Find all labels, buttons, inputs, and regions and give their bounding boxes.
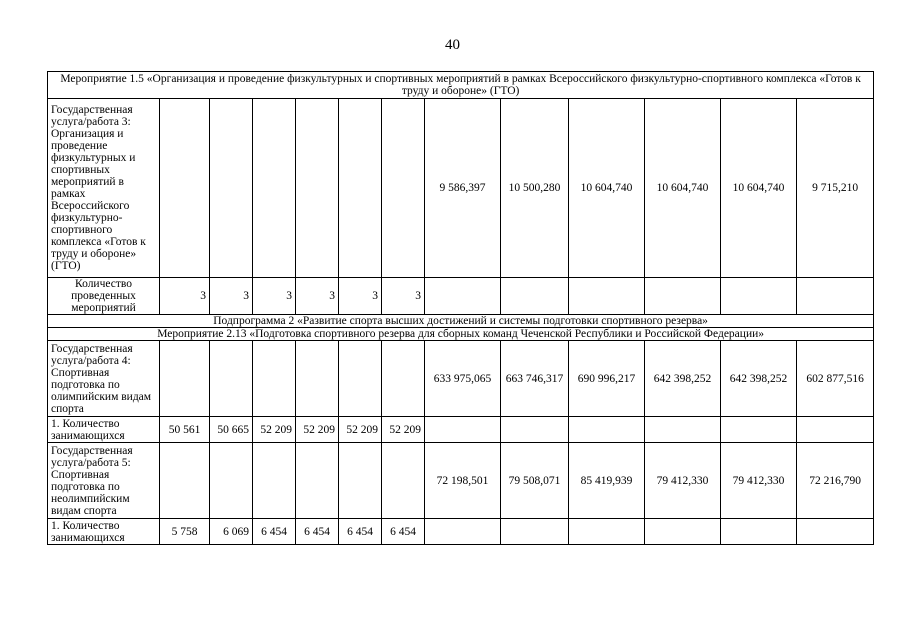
empty-cell — [253, 341, 296, 417]
empty-cell — [501, 417, 569, 443]
quantity-4-count: 52 209 — [296, 417, 339, 443]
quantity-5-count: 6 454 — [296, 519, 339, 545]
service-5-value: 72 216,790 — [797, 443, 874, 519]
empty-cell — [645, 519, 721, 545]
empty-cell — [382, 341, 425, 417]
empty-cell — [797, 278, 874, 315]
empty-cell — [253, 443, 296, 519]
empty-cell — [569, 278, 645, 315]
empty-cell — [339, 99, 382, 278]
service-4-value: 642 398,252 — [645, 341, 721, 417]
empty-cell — [501, 278, 569, 315]
quantity-3-count: 3 — [339, 278, 382, 315]
empty-cell — [160, 443, 210, 519]
quantity-4-count: 50 665 — [210, 417, 253, 443]
empty-cell — [645, 417, 721, 443]
empty-cell — [210, 341, 253, 417]
empty-cell — [296, 341, 339, 417]
service-5-value: 85 419,939 — [569, 443, 645, 519]
quantity-3-count: 3 — [296, 278, 339, 315]
empty-cell — [721, 417, 797, 443]
empty-cell — [797, 417, 874, 443]
empty-cell — [339, 341, 382, 417]
quantity-5-count: 6 454 — [382, 519, 425, 545]
empty-cell — [296, 99, 339, 278]
quantity-5-count: 6 069 — [210, 519, 253, 545]
empty-cell — [339, 443, 382, 519]
empty-cell — [797, 519, 874, 545]
service-3-value: 10 604,740 — [569, 99, 645, 278]
service-5-value: 72 198,501 — [425, 443, 501, 519]
empty-cell — [721, 519, 797, 545]
service-5-value: 79 508,071 — [501, 443, 569, 519]
quantity-4-count: 52 209 — [339, 417, 382, 443]
quantity-4-count: 52 209 — [382, 417, 425, 443]
measure-2-13-heading: Мероприятие 2.13 «Подготовка спортивного резерва для сборных команд Чеченской Республики и Российской Федерации» — [48, 328, 874, 341]
empty-cell — [253, 99, 296, 278]
quantity-5-label: 1. Количество занимающихся — [48, 519, 160, 545]
table-row-measure-2-13 — [48, 328, 874, 341]
service-5-value: 79 412,330 — [645, 443, 721, 519]
quantity-5-count: 5 758 — [160, 519, 210, 545]
empty-cell — [569, 417, 645, 443]
empty-cell — [425, 519, 501, 545]
service-3-value: 10 604,740 — [645, 99, 721, 278]
quantity-3-count: 3 — [160, 278, 210, 315]
empty-cell — [296, 443, 339, 519]
service-4-value: 690 996,217 — [569, 341, 645, 417]
service-4-value: 602 877,516 — [797, 341, 874, 417]
service-3-label: Государственная услуга/работа 3: Организация и проведение физкультурных и спортивных мероприятий в рамках Всероссийского физкультурно-спортивного комплекса «Готов к труду и обороне» (ГТО) — [48, 99, 160, 278]
empty-cell — [210, 443, 253, 519]
service-4-label: Государственная услуга/работа 4: Спортивная подготовка по олимпийским видам спорта — [48, 341, 160, 417]
empty-cell — [382, 99, 425, 278]
service-4-value: 642 398,252 — [721, 341, 797, 417]
table-row-service-3 — [48, 99, 874, 278]
empty-cell — [160, 341, 210, 417]
subprogram-2-heading: Подпрограмма 2 «Развитие спорта высших достижений и системы подготовки спортивного резерва» — [48, 315, 874, 328]
table-row-subprogram-2 — [48, 315, 874, 328]
empty-cell — [382, 443, 425, 519]
page-number: 40 — [445, 37, 460, 53]
quantity-3-count: 3 — [382, 278, 425, 315]
quantity-4-label: 1. Количество занимающихся — [48, 417, 160, 443]
table-row-service-4 — [48, 341, 874, 417]
quantity-3-label: Количество проведенных мероприятий — [48, 278, 160, 315]
empty-cell — [569, 519, 645, 545]
empty-cell — [721, 278, 797, 315]
empty-cell — [425, 278, 501, 315]
table-row-quantity-3 — [48, 278, 874, 315]
quantity-5-count: 6 454 — [253, 519, 296, 545]
service-5-label: Государственная услуга/работа 5: Спортивная подготовка по неолимпийским видам спорта — [48, 443, 160, 519]
empty-cell — [501, 519, 569, 545]
quantity-3-count: 3 — [253, 278, 296, 315]
quantity-4-count: 50 561 — [160, 417, 210, 443]
service-5-value: 79 412,330 — [721, 443, 797, 519]
empty-cell — [425, 417, 501, 443]
budget-table — [47, 71, 874, 545]
quantity-4-count: 52 209 — [253, 417, 296, 443]
service-3-value: 9 715,210 — [797, 99, 874, 278]
table-row-quantity-4 — [48, 417, 874, 443]
service-4-value: 633 975,065 — [425, 341, 501, 417]
service-4-value: 663 746,317 — [501, 341, 569, 417]
quantity-3-count: 3 — [210, 278, 253, 315]
table-row-measure-1-5 — [48, 72, 874, 99]
table-row-service-5 — [48, 443, 874, 519]
quantity-5-count: 6 454 — [339, 519, 382, 545]
measure-1-5-heading: Мероприятие 1.5 «Организация и проведение физкультурных и спортивных мероприятий в рамках Всероссийского физкультурно-спортивного комплекса «Готов к труду и обороне» (ГТО) — [48, 72, 874, 99]
table-row-quantity-5 — [48, 519, 874, 545]
service-3-value: 10 500,280 — [501, 99, 569, 278]
empty-cell — [160, 99, 210, 278]
empty-cell — [210, 99, 253, 278]
service-3-value: 10 604,740 — [721, 99, 797, 278]
service-3-value: 9 586,397 — [425, 99, 501, 278]
empty-cell — [645, 278, 721, 315]
